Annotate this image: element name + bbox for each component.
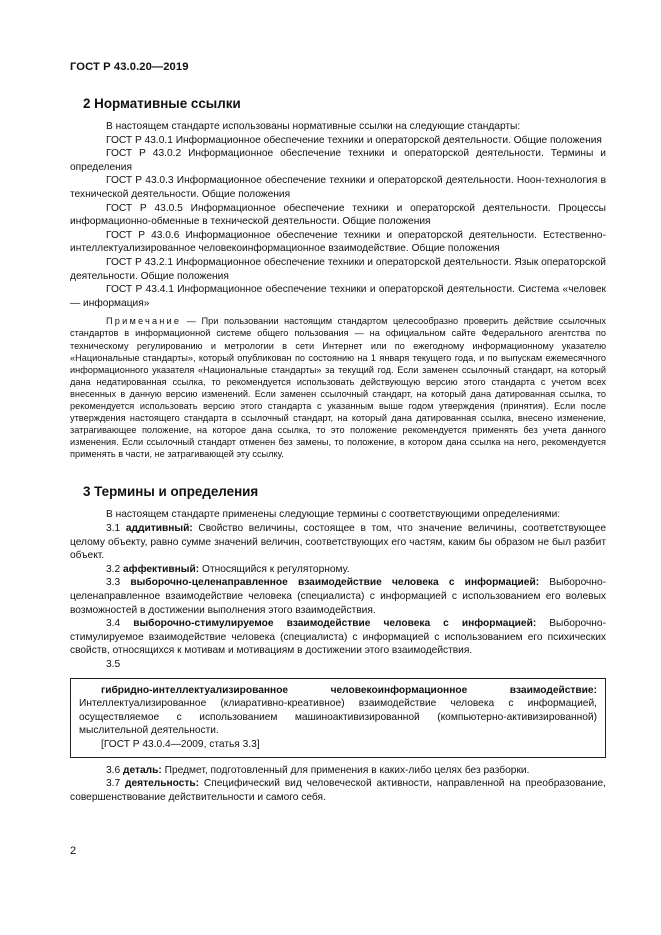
term-3-2 (70, 563, 606, 577)
document-header-code: ГОСТ Р 43.0.20—2019 (70, 61, 189, 73)
ref-item: ГОСТ Р 43.2.1 Информационное обеспечение техники и операторской деятельности. Язык операторской деятельности. Общие положения (70, 256, 606, 282)
ref-item: ГОСТ Р 43.0.6 Информационное обеспечение техники и операторской деятельности. Естественно-интеллектуализированное человекоинформационное взаимодействие. Общие положения (70, 229, 606, 255)
term-name: выборочно-стимулируемое взаимодействие человека с информацией: (133, 618, 537, 630)
ref-item: ГОСТ Р 43.0.5 Информационное обеспечение техники и операторской деятельности. Процессы информационно-обменные в технической деятельности. Общие положения (70, 202, 606, 228)
section-2-intro: В настоящем стандарте использованы нормативные ссылки на следующие стандарты: (106, 121, 521, 132)
ref-item: ГОСТ Р 43.0.1 Информационное обеспечение техники и операторской деятельности. Общие положения (106, 134, 602, 146)
ref-item: ГОСТ Р 43.4.1 Информационное обеспечение техники и операторской деятельности. Система «человек — информация» (70, 284, 606, 309)
term-name: аффективный: (123, 563, 200, 575)
term-definition: Предмет, подготовленный для применения в каких-либо целях без разборки. (164, 764, 530, 776)
term-3-6 (70, 764, 606, 778)
note-label: Примечание (106, 316, 182, 327)
section-2-title: 2 Нормативные ссылки (83, 96, 241, 111)
term-number: 3.7 (106, 778, 121, 790)
term-definition: Выборочно-целенаправленное взаимодействие человека (специалиста) с информацией с использованием его волевых возможностей в достижении выполнения этого взаимодействия. (70, 577, 606, 616)
term-3-4 (70, 617, 606, 658)
term-name: гибридно-интеллектуализированное человекоинформационное взаимодействие: (101, 684, 597, 696)
term-definition: Специфический вид человеческой активности, направленной на преобразование, совершенствование действительности и самого себя. (70, 778, 606, 803)
section-3-intro: В настоящем стандарте применены следующие термины с соответствующими определениями: (106, 509, 561, 521)
document-content (70, 96, 606, 804)
ref-item: ГОСТ Р 43.0.2 Информационное обеспечение техники и операторской деятельности. Термины и определения (70, 148, 606, 173)
term-definition: Выборочно-стимулируемое взаимодействие человека (специалиста) с информацией с использованием его психических свойств, относящихся к мотивам и мотивациям в достижении этого взаимодействия. (70, 618, 606, 657)
section-3-title: 3 Термины и определения (83, 484, 259, 500)
term-name: деятельность: (125, 778, 200, 790)
normative-note (70, 315, 606, 460)
term-3-5-box (70, 678, 606, 758)
term-3-1 (70, 522, 606, 563)
term-number: 3.3 (106, 577, 121, 589)
term-number: 3.4 (106, 618, 121, 630)
note-text: — При пользовании настоящим стандартом целесообразно проверить действие ссылочных стандартов в информационной системе общего пользования — на официальном сайте Федерального агентства по техническому регулированию и метрологии в сети Интернет или по ежегодному информационному указателю «Национальные стандарты», который опубликован по состоянию на 1 января текущего года, и по выпускам ежемесячного информационного указателя «Национальные стандарты» за текущий год. Если заменен ссылочный стандарт, на который дана недатированная ссылка, то рекомендуется использовать действующую версию этого стандарта с учетом всех внесенных в данную версию изменений. Если заменен ссылочный стандарт, на который дана датированная ссылка, то рекомендуется использовать версию этого стандарта с указанным выше годом утверждения (принятия). Если после утверждения настоящего стандарта в ссылочный стандарт, на который дана датированная ссылка, внесено изменение, затрагивающее положение, на которое дана ссылка, то это положение рекомендуется применять без учета данного изменения. Если ссылочный стандарт отменен без замены, то положение, в котором дана ссылка на него, рекомендуется применять в части, не затрагивающей эту ссылку. (70, 316, 606, 460)
term-3-3 (70, 576, 606, 617)
term-number: 3.2 (106, 563, 121, 575)
term-name: выборочно-целенаправленное взаимодействие человека с информацией: (130, 577, 540, 589)
term-definition: Интеллектуализированное (клиаративно-креативное) взаимодействие человека с информацией, осуществляемое с использованием машиноактивизированной (компьютерно-активизированной) мыслительной деятельности. (79, 698, 597, 737)
term-definition: Относящийся к регуляторному. (202, 563, 350, 575)
term-source: [ГОСТ Р 43.0.4—2009, статья 3.3] (101, 738, 260, 750)
term-number: 3.6 (106, 764, 121, 776)
term-name: аддитивный: (125, 523, 193, 535)
term-name: деталь: (123, 764, 162, 776)
term-3-7 (70, 777, 606, 804)
page-number: 2 (70, 845, 77, 857)
term-number: 3.1 (106, 523, 121, 535)
term-3-5 (79, 684, 597, 738)
term-3-5-number: 3.5 (106, 658, 121, 670)
ref-item: ГОСТ Р 43.0.3 Информационное обеспечение техники и операторской деятельности. Ноон-технология в технической деятельности. Общие положения (70, 175, 606, 200)
term-definition: Свойство величины, состоящее в том, что значение величины, соответствующее целому объекту, равно сумме значений величин, соответствующих его частям, каким бы образом не был разбит объект. (70, 523, 606, 562)
